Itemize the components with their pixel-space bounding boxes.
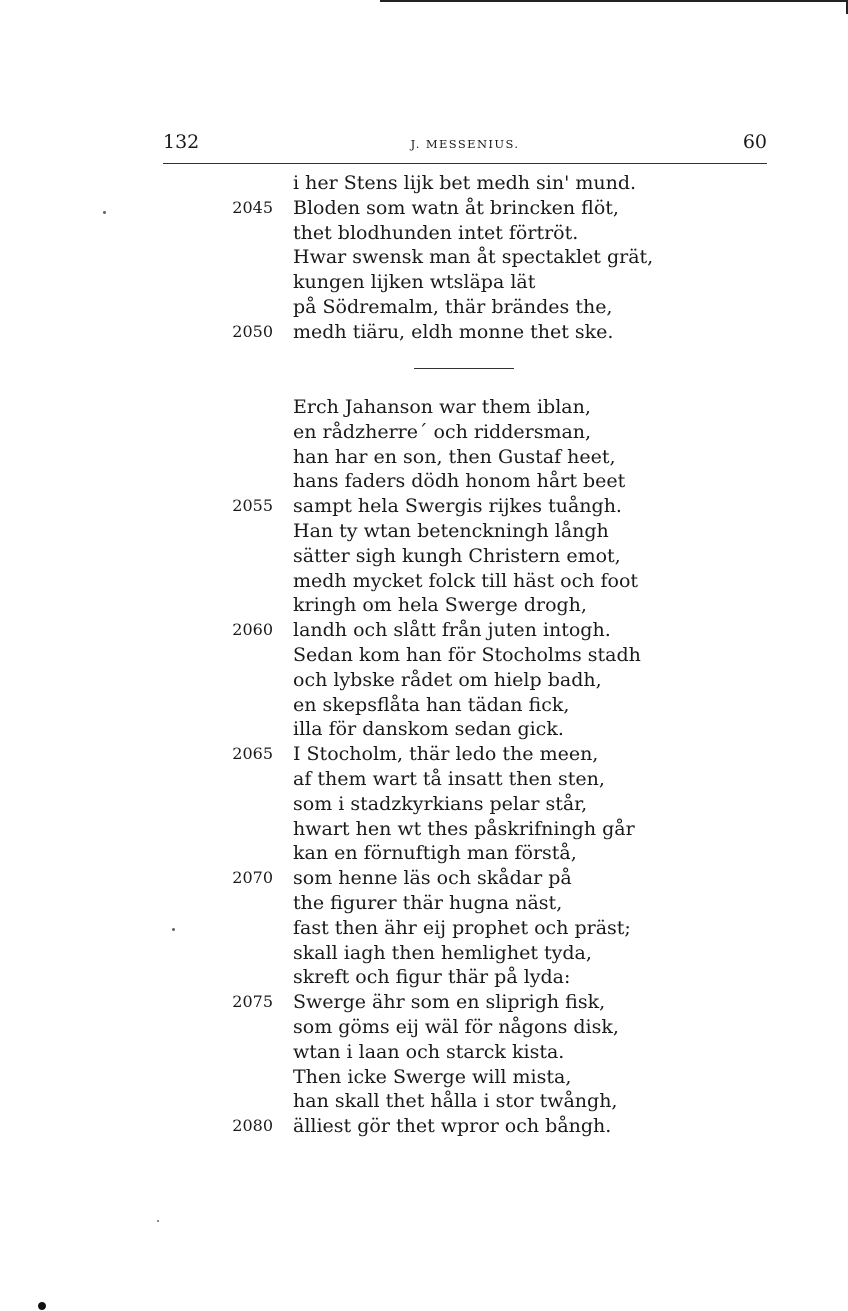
verse-line bbox=[0, 395, 848, 420]
verse-line bbox=[0, 990, 848, 1015]
verse-text: kungen lijken wtsläpa lät bbox=[293, 271, 536, 294]
verse-text: som henne läs och skådar på bbox=[293, 867, 572, 890]
verse-text: skall iagh then hemlighet tyda, bbox=[293, 941, 592, 964]
scan-speck bbox=[103, 211, 106, 214]
verse-text: medh tiäru, eldh monne thet ske. bbox=[293, 320, 614, 343]
verse-line bbox=[0, 544, 848, 569]
verse-block-1 bbox=[0, 171, 848, 345]
verse-text: en rådzherre´ och riddersman, bbox=[293, 420, 592, 443]
verse-line bbox=[0, 965, 848, 990]
verse-line bbox=[0, 1065, 848, 1090]
verse-line bbox=[0, 519, 848, 544]
verse-text: sampt hela Swergis rijkes tuångh. bbox=[293, 495, 622, 518]
scan-speck bbox=[172, 928, 175, 931]
verse-text: medh mycket folck till häst och foot bbox=[293, 569, 639, 592]
verse-line bbox=[0, 270, 848, 295]
verse-line bbox=[0, 841, 848, 866]
verse-line bbox=[0, 717, 848, 742]
verse-text: Hwar swensk man åt spectaklet grät, bbox=[293, 246, 654, 269]
verse-line bbox=[0, 866, 848, 891]
verse-line bbox=[0, 668, 848, 693]
verse-text: fast then ähr eij prophet och präst; bbox=[293, 916, 631, 939]
verse-line bbox=[0, 618, 848, 643]
verse-text: landh och slått från juten intogh. bbox=[293, 619, 611, 642]
verse-line bbox=[0, 320, 848, 345]
verse-line bbox=[0, 245, 848, 270]
verse-text: Then icke Swerge will mista, bbox=[293, 1065, 572, 1088]
verse-line bbox=[0, 1114, 848, 1139]
verse-text: som i stadzkyrkians pelar står, bbox=[293, 792, 588, 815]
verse-text: Sedan kom han för Stocholms stadh bbox=[293, 643, 641, 666]
verse-line bbox=[0, 445, 848, 470]
verse-line bbox=[0, 742, 848, 767]
verse-text: Bloden som watn åt brincken flöt, bbox=[293, 196, 619, 219]
scan-speck bbox=[38, 1302, 46, 1310]
line-number: 2075 bbox=[232, 992, 273, 1012]
verse-text: thet blodhunden intet förtröt. bbox=[293, 221, 579, 244]
verse-text: hwart hen wt thes påskrifningh går bbox=[293, 817, 635, 840]
scan-speck bbox=[157, 1220, 159, 1222]
verse-text: wtan i laan och starck kista. bbox=[293, 1040, 565, 1063]
verse-line bbox=[0, 1040, 848, 1065]
verse-line bbox=[0, 494, 848, 519]
verse-line bbox=[0, 817, 848, 842]
verse-line bbox=[0, 420, 848, 445]
verse-text: hans faders dödh honom hårt beet bbox=[293, 470, 626, 493]
verse-block-2 bbox=[0, 395, 848, 1139]
verse-line bbox=[0, 221, 848, 246]
verse-line bbox=[0, 941, 848, 966]
verse-text: en skepsflåta han tädan fick, bbox=[293, 693, 570, 716]
line-number: 2080 bbox=[232, 1116, 273, 1136]
verse-text: som göms eij wäl för någons disk, bbox=[293, 1015, 619, 1038]
verse-text: han har en son, then Gustaf heet, bbox=[293, 445, 616, 468]
verse-text: i her Stens lijk bet medh sin' mund. bbox=[293, 172, 637, 194]
verse-line bbox=[0, 171, 848, 196]
verse-line bbox=[0, 693, 848, 718]
verse-text: älliest gör thet wpror och bångh. bbox=[293, 1115, 612, 1138]
verse-text: I Stocholm, thär ledo the meen, bbox=[293, 743, 599, 766]
scan-top-edge bbox=[380, 0, 848, 2]
verse-text: af them wart tå insatt then sten, bbox=[293, 767, 605, 790]
line-number: 2050 bbox=[232, 321, 273, 341]
verse-line bbox=[0, 295, 848, 320]
line-number: 2055 bbox=[232, 496, 273, 516]
line-number: 2065 bbox=[232, 744, 273, 764]
verse-line bbox=[0, 767, 848, 792]
verse-text: kringh om hela Swerge drogh, bbox=[293, 594, 587, 617]
verse-text: sätter sigh kungh Christern emot, bbox=[293, 544, 621, 567]
header-rule bbox=[163, 163, 767, 164]
verse-line bbox=[0, 916, 848, 941]
verse-line bbox=[0, 792, 848, 817]
page-header bbox=[163, 131, 767, 155]
page-number: 132 bbox=[163, 131, 200, 153]
verse-text: illa för danskom sedan gick. bbox=[293, 718, 564, 741]
section-divider bbox=[414, 368, 514, 369]
line-number: 2045 bbox=[232, 197, 273, 217]
verse-line bbox=[0, 1015, 848, 1040]
running-head: J. MESSENIUS. bbox=[410, 137, 520, 151]
verse-text: Han ty wtan betenckningh långh bbox=[293, 519, 609, 542]
verse-line bbox=[0, 569, 848, 594]
verse-text: kan en förnuftigh man förstå, bbox=[293, 842, 577, 865]
verse-line bbox=[0, 469, 848, 494]
verse-text: Erch Jahanson war them iblan, bbox=[293, 396, 591, 418]
verse-text: the figurer thär hugna näst, bbox=[293, 891, 563, 914]
verse-text: han skall thet hålla i stor twångh, bbox=[293, 1090, 618, 1113]
verse-line bbox=[0, 593, 848, 618]
verse-text: och lybske rådet om hielp badh, bbox=[293, 668, 602, 691]
verse-line bbox=[0, 196, 848, 221]
line-number: 2060 bbox=[232, 620, 273, 640]
verse-text: på Södremalm, thär brändes the, bbox=[293, 295, 613, 318]
line-number: 2070 bbox=[232, 868, 273, 888]
sheet-number: 60 bbox=[742, 131, 767, 153]
verse-text: Swerge ähr som en sliprigh fisk, bbox=[293, 991, 606, 1014]
verse-line bbox=[0, 643, 848, 668]
verse-text: skreft och figur thär på lyda: bbox=[293, 966, 571, 989]
verse-line bbox=[0, 891, 848, 916]
verse-line bbox=[0, 1089, 848, 1114]
